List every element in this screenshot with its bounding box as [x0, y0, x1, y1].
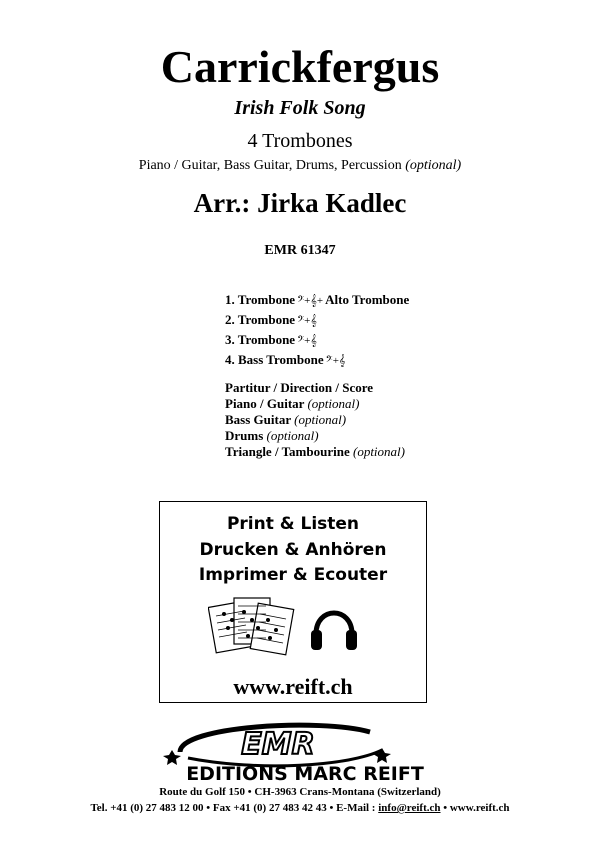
rhythm-section-optional: (optional): [405, 158, 462, 173]
part-label: 4. Bass Trombone: [225, 352, 324, 367]
clef-icon: 𝄢+𝄞: [325, 355, 346, 367]
promo-line-3: Imprimer & Ecouter: [198, 565, 388, 585]
part-label: 2. Trombone: [225, 312, 296, 327]
part-label: 3. Trombone: [225, 332, 296, 347]
score-row: Piano / Guitar (optional): [225, 396, 360, 411]
score-title: Carrickfergus: [160, 41, 440, 92]
footer-address: Route du Golf 150 • CH-3963 Crans-Montana (Switzerland): [159, 786, 441, 798]
website-link[interactable]: www.reift.ch: [233, 674, 353, 699]
part-row: [225, 290, 409, 310]
catalog-number: EMR 61347: [264, 243, 336, 258]
part-suffix: Alto Trombone: [325, 292, 410, 307]
part-row: [225, 330, 409, 350]
score-row: Partitur / Direction / Score: [225, 380, 374, 395]
part-row: [225, 350, 409, 370]
svg-text:EMR: EMR: [241, 727, 315, 762]
promo-line-2: Drucken & Anhören: [199, 540, 387, 560]
footer-contact: Tel. +41 (0) 27 483 12 00 • Fax +41 (0) 27 483 42 43 • E-Mail : info@reift.ch • www.reift.ch: [90, 802, 510, 814]
part-label: 1. Trombone: [225, 292, 296, 307]
rhythm-section: [0, 158, 600, 174]
scores-list: [225, 380, 405, 460]
promo-line-1: Print & Listen: [226, 514, 360, 534]
arranger: Arr.: Jirka Kadlec: [193, 188, 407, 218]
email-link[interactable]: info@reift.ch: [378, 802, 441, 814]
parts-list: [225, 290, 409, 370]
sheet-music-icon: [208, 592, 298, 660]
clef-icon: 𝄢+𝄞+: [297, 295, 324, 307]
part-row: [225, 310, 409, 330]
clef-icon: 𝄢+𝄞: [297, 315, 317, 327]
print-listen-box: [159, 501, 427, 703]
score-row: Triangle / Tambourine (optional): [225, 444, 405, 459]
rhythm-section-text: Piano / Guitar, Bass Guitar, Drums, Percussion: [138, 158, 402, 173]
headphones-icon: [308, 600, 360, 656]
score-row: Bass Guitar (optional): [225, 412, 347, 427]
clef-icon: 𝄢+𝄞: [297, 335, 317, 347]
instrumentation: 4 Trombones: [247, 130, 353, 152]
score-row: Drums (optional): [225, 428, 319, 443]
emr-logo: [160, 714, 450, 784]
score-subtitle: Irish Folk Song: [234, 97, 366, 119]
svg-text:EDITIONS MARC REIFT: EDITIONS MARC REIFT: [186, 763, 424, 784]
